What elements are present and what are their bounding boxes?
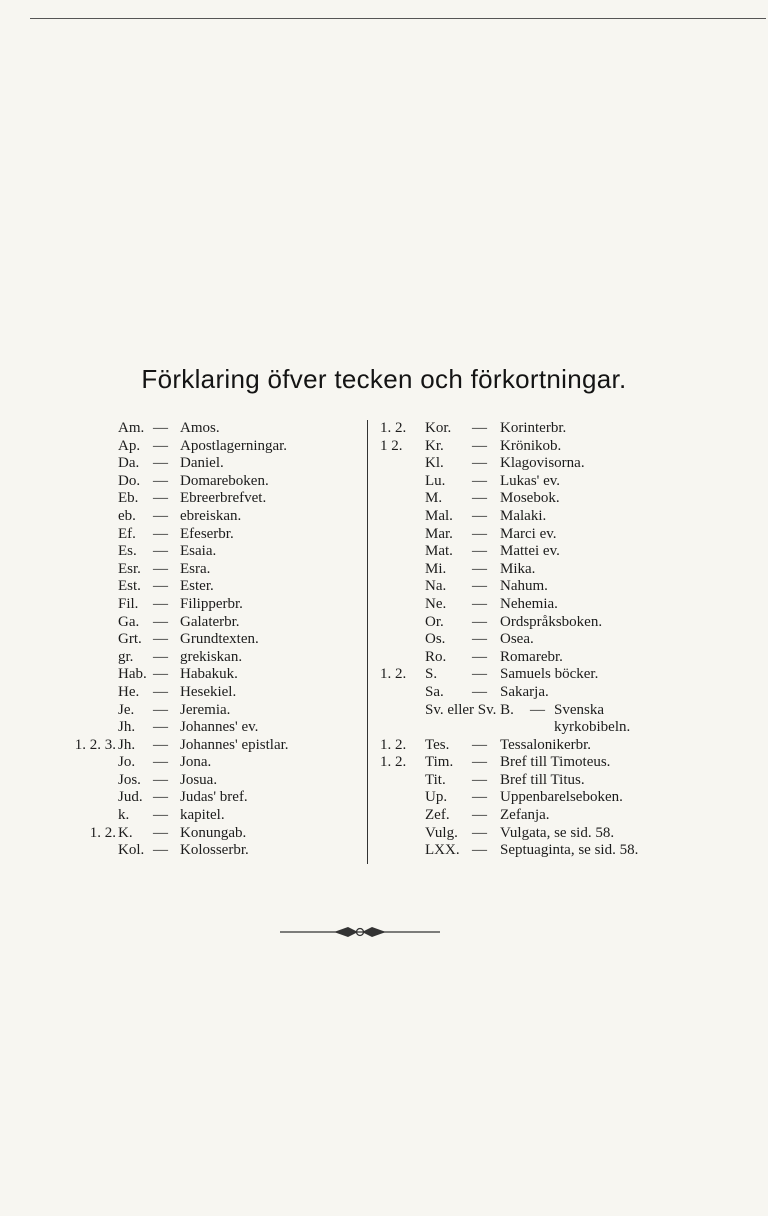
item-abbreviation: Eb. [118,490,139,507]
item-number: 1. 2. [380,420,407,436]
item-meaning: Mattei ev. [500,543,560,560]
item-meaning: Septuaginta, se sid. 58. [500,842,639,859]
list-item [372,455,768,473]
item-meaning: Tessalonikerbr. [500,736,592,753]
list-item [372,754,768,772]
list-item [372,490,768,508]
item-meaning: Apostlagerningar. [180,437,288,454]
item-dash: — [472,613,487,630]
item-meaning: Klagovisorna. [500,455,585,472]
list-item [0,561,360,579]
list-item [0,631,360,649]
item-abbreviation: Jh. [118,736,136,753]
item-meaning: Kolosserbr. [180,842,249,859]
item-abbreviation: eb. [118,507,136,524]
item-meaning: ebreiskan. [180,507,242,524]
list-item [372,649,768,667]
list-item [0,702,360,720]
item-abbreviation: Zef. [425,807,450,824]
right-abbreviation-list [372,420,768,860]
item-dash: — [472,595,487,612]
list-item [372,702,768,737]
list-item [0,807,360,825]
item-meaning: Konungab. [180,824,247,841]
item-dash: — [472,648,487,665]
list-item [0,666,360,684]
list-item [0,438,360,456]
list-item [372,614,768,632]
item-abbreviation: Jos. [118,771,141,788]
item-dash: — [153,701,168,718]
list-item [372,842,768,860]
item-abbreviation: Je. [118,701,135,718]
item-meaning: Mika. [500,560,536,577]
item-meaning: Zefanja. [500,807,550,824]
ornament-divider-icon [278,922,442,942]
item-meaning: Esaia. [180,543,217,560]
list-item [372,789,768,807]
item-abbreviation: Kl. [425,455,444,472]
list-item [0,508,360,526]
top-rule [30,18,766,19]
item-abbreviation: Up. [425,789,448,806]
item-dash: — [153,420,168,436]
list-item [0,649,360,667]
item-meaning: Nehemia. [500,595,558,612]
item-dash: — [153,560,168,577]
item-dash: — [472,807,487,824]
item-abbreviation: Ap. [118,437,141,454]
item-dash: — [472,525,487,542]
item-abbreviation: Lu. [425,472,446,489]
item-abbreviation: S. [425,666,438,683]
item-meaning: Galaterbr. [180,613,240,630]
item-meaning: Lukas' ev. [500,472,561,489]
list-item [0,772,360,790]
item-meaning: Bref till Timoteus. [500,754,611,771]
item-dash: — [472,631,487,648]
item-abbreviation: Esr. [118,560,141,577]
item-dash: — [153,595,168,612]
item-meaning: Grundtexten. [180,631,259,648]
item-dash: — [153,437,168,454]
item-meaning: Romarebr. [500,648,563,665]
list-item [0,754,360,772]
item-meaning: Daniel. [180,455,224,472]
item-abbreviation: Tit. [425,771,446,788]
column-divider [367,420,368,864]
page-title: Förklaring öfver tecken och förkortningar. [141,364,627,394]
list-item [0,455,360,473]
item-abbreviation: Ef. [118,525,136,542]
list-item [0,473,360,491]
item-meaning: Nahum. [500,578,548,595]
item-meaning: Hesekiel. [180,683,237,700]
item-dash: — [153,789,168,806]
item-dash: — [153,807,168,824]
item-meaning: Malaki. [500,507,547,524]
item-abbreviation: Tim. [425,754,454,771]
item-meaning: Svenska kyrkobibeln. [554,701,631,736]
list-item [372,825,768,843]
item-abbreviation: He. [118,683,140,700]
list-item [0,420,360,438]
item-meaning: Efeserbr. [180,525,234,542]
list-item [0,614,360,632]
item-abbreviation: Na. [425,578,447,595]
item-dash: — [472,578,487,595]
list-item [372,438,768,456]
item-dash: — [153,543,168,560]
item-meaning: Bref till Titus. [500,771,585,788]
item-dash: — [153,472,168,489]
item-abbreviation: Sv. eller Sv. B. [425,701,514,718]
item-number: 1. 2. [89,824,116,841]
item-dash: — [153,613,168,630]
item-dash: — [472,420,487,436]
item-dash: — [153,578,168,595]
item-abbreviation: Mal. [425,507,453,524]
item-number: 1 2. [380,437,403,454]
left-abbreviation-list [0,420,360,860]
list-item [372,508,768,526]
item-meaning: Sakarja. [500,683,549,700]
list-item [372,420,768,438]
item-abbreviation: Es. [118,543,137,560]
item-abbreviation: Kol. [118,842,145,859]
list-item [0,719,360,737]
item-dash: — [472,472,487,489]
item-dash: — [472,560,487,577]
list-item [0,596,360,614]
item-dash: — [472,507,487,524]
list-item [0,842,360,860]
item-abbreviation: k. [118,807,130,824]
item-meaning: Judas' bref. [180,789,248,806]
item-dash: — [472,754,487,771]
item-dash: — [153,507,168,524]
item-dash: — [153,525,168,542]
item-abbreviation: Hab. [118,666,147,683]
item-abbreviation: Mat. [425,543,453,560]
item-meaning: kapitel. [180,807,225,824]
item-meaning: Vulgata, se sid. 58. [500,824,615,841]
list-item [0,543,360,561]
item-meaning: Ester. [180,578,214,595]
item-abbreviation: Jo. [118,754,136,771]
item-meaning: Mosebok. [500,490,560,507]
list-item [372,473,768,491]
item-dash: — [153,455,168,472]
item-meaning: Marci ev. [500,525,557,542]
item-meaning: Habakuk. [180,666,238,683]
item-dash: — [153,666,168,683]
item-abbreviation: Jh. [118,719,136,736]
item-dash: — [153,842,168,859]
list-item [372,631,768,649]
list-item [372,526,768,544]
item-dash: — [153,771,168,788]
list-item [372,807,768,825]
list-item [0,526,360,544]
list-item [372,666,768,684]
item-abbreviation: Ne. [425,595,447,612]
item-abbreviation: Est. [118,578,141,595]
item-dash: — [153,719,168,736]
item-abbreviation: Do. [118,472,141,489]
item-meaning: Johannes' epistlar. [180,736,289,753]
list-item [372,561,768,579]
item-meaning: Uppenbarelseboken. [500,789,623,806]
item-dash: — [472,543,487,560]
item-abbreviation: gr. [118,648,134,665]
list-item [0,789,360,807]
item-dash: — [153,683,168,700]
item-meaning: grekiskan. [180,648,243,665]
list-item [0,684,360,702]
list-item [372,543,768,561]
item-abbreviation: M. [425,490,443,507]
item-dash: — [472,437,487,454]
item-abbreviation: Os. [425,631,446,648]
item-abbreviation: Tes. [425,736,450,753]
item-dash: — [472,824,487,841]
item-number: 1. 2. [380,736,407,753]
item-meaning: Amos. [180,420,220,436]
item-meaning: Domareboken. [180,472,269,489]
item-abbreviation: Grt. [118,631,142,648]
item-meaning: Samuels böcker. [500,666,599,683]
item-abbreviation: Ga. [118,613,140,630]
item-abbreviation: Kor. [425,420,452,436]
item-abbreviation: Or. [425,613,444,630]
item-meaning: Ordspråksboken. [500,613,603,630]
item-meaning: Johannes' ev. [180,719,259,736]
list-item [0,825,360,843]
item-abbreviation: Sa. [425,683,444,700]
item-dash: — [472,455,487,472]
item-meaning: Jona. [180,754,212,771]
item-abbreviation: Da. [118,455,140,472]
item-meaning: Filipperbr. [180,595,243,612]
item-dash: — [153,490,168,507]
item-abbreviation: Ro. [425,648,447,665]
item-dash: — [472,683,487,700]
item-abbreviation: LXX. [425,842,460,859]
item-dash: — [472,666,487,683]
item-dash: — [472,842,487,859]
item-abbreviation: Am. [118,420,145,436]
item-meaning: Osea. [500,631,534,648]
item-abbreviation: Kr. [425,437,444,454]
item-dash: — [153,631,168,648]
item-meaning: Krönikob. [500,437,562,454]
item-abbreviation: Fil. [118,595,139,612]
list-item [372,684,768,702]
item-dash: — [472,789,487,806]
item-meaning: Ebreerbrefvet. [180,490,267,507]
item-meaning: Josua. [180,771,218,788]
item-abbreviation: Jud. [118,789,143,806]
item-dash: — [472,736,487,753]
list-item [372,596,768,614]
item-dash: — [153,648,168,665]
item-dash: — [530,701,545,718]
item-number: 1. 2. [380,666,407,683]
item-number: 1. 2. [380,754,407,771]
item-dash: — [472,490,487,507]
list-item [372,578,768,596]
item-dash: — [153,736,168,753]
item-abbreviation: Mar. [425,525,453,542]
item-abbreviation: Mi. [425,560,447,577]
item-abbreviation: K. [118,824,133,841]
item-dash: — [153,824,168,841]
list-item [372,737,768,755]
list-item [0,578,360,596]
list-item [0,490,360,508]
item-dash: — [472,771,487,788]
item-dash: — [153,754,168,771]
list-item [0,737,360,755]
item-number: 1. 2. 3. [74,736,116,753]
list-item [372,772,768,790]
item-meaning: Korinterbr. [500,420,567,436]
item-abbreviation: Vulg. [425,824,458,841]
item-meaning: Jeremia. [180,701,231,718]
item-meaning: Esra. [180,560,211,577]
